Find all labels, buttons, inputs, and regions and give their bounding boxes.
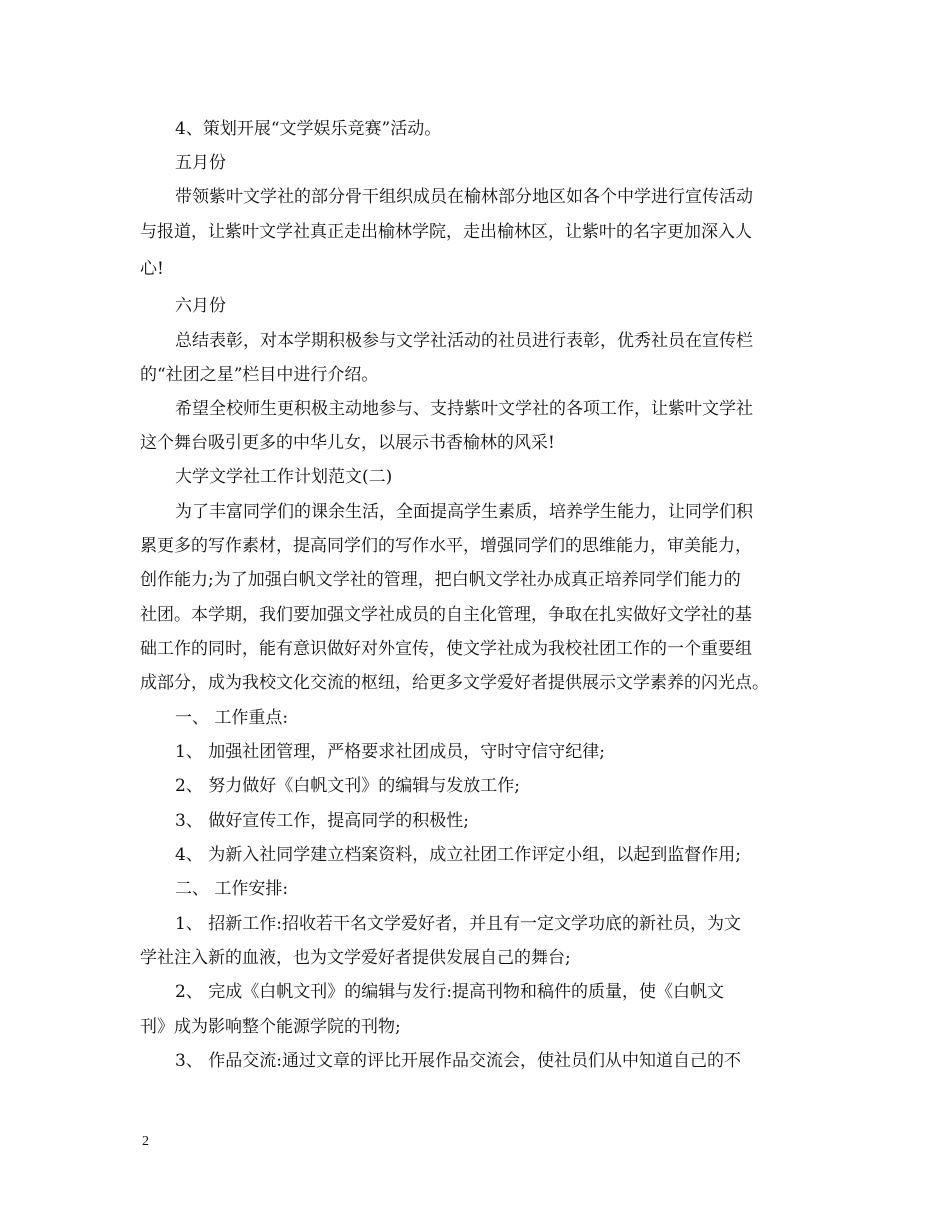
body-line: 成部分，成为我校文化交流的枢纽，给更多文学爱好者提供展示文学素养的闪光点。 [140, 673, 769, 693]
list-item: 3、 作品交流:通过文章的评比开展作品交流会，使社员们从中知道自己的不 [175, 1051, 741, 1071]
body-line: 这个舞台吸引更多的中华儿女，以展示书香榆林的风采! [140, 433, 555, 453]
list-item: 2、 完成《白帆文刊》的编辑与发行:提高刊物和稿件的质量，使《白帆文 [175, 982, 724, 1002]
list-item: 4、 为新入社同学建立档案资料，成立社团工作评定小组，以起到监督作用; [175, 845, 741, 865]
list-item: 3、 做好宣传工作，提高同学的积极性; [175, 811, 469, 831]
body-line: 心! [140, 259, 164, 279]
body-line: 学社注入新的血液，也为文学爱好者提供发展自己的舞台; [140, 948, 571, 968]
section-heading-arrangement: 二、 工作安排: [175, 879, 289, 899]
document-subtitle: 大学文学社工作计划范文(二) [175, 467, 393, 487]
body-line: 社团。本学期，我们要加强文学社成员的自主化管理，争取在扎实做好文学社的基 [140, 605, 752, 625]
body-line: 与报道，让紫叶文学社真正走出榆林学院，走出榆林区，让紫叶的名字更加深入人 [140, 222, 752, 242]
body-line: 累更多的写作素材，提高同学们的写作水平，增强同学们的思维能力，审美能力， [140, 536, 752, 556]
section-heading-june: 六月份 [175, 296, 226, 316]
page-number: 2 [142, 1134, 149, 1149]
body-line: 带领紫叶文学社的部分骨干组织成员在榆林部分地区如各个中学进行宣传活动 [175, 187, 753, 207]
section-heading-may: 五月份 [175, 153, 226, 173]
body-line: 为了丰富同学们的课余生活，全面提高学生素质，培养学生能力，让同学们积 [175, 502, 753, 522]
list-item: 1、 加强社团管理，严格要求社团成员，守时守信守纪律; [175, 742, 605, 762]
body-line: 4、策划开展“文学娱乐竞赛”活动。 [175, 119, 442, 139]
body-line: 刊》成为影响整个能源学院的刊物; [140, 1017, 401, 1037]
body-line: 希望全校师生更积极主动地参与、支持紫叶文学社的各项工作，让紫叶文学社 [175, 399, 753, 419]
list-item: 2、 努力做好《白帆文刊》的编辑与发放工作; [175, 776, 520, 796]
section-heading-key-points: 一、 工作重点: [175, 708, 289, 728]
body-line: 总结表彰，对本学期积极参与文学社活动的社员进行表彰，优秀社员在宣传栏 [175, 331, 753, 351]
body-line: 创作能力;为了加强白帆文学社的管理，把白帆文学社办成真正培养同学们能力的 [140, 570, 741, 590]
body-line: 的“社团之星”栏目中进行介绍。 [140, 365, 379, 385]
body-line: 础工作的同时，能有意识做好对外宣传，使文学社成为我校社团工作的一个重要组 [140, 639, 752, 659]
list-item: 1、 招新工作:招收若干名文学爱好者，并且有一定文学功底的新社员，为文 [175, 914, 741, 934]
